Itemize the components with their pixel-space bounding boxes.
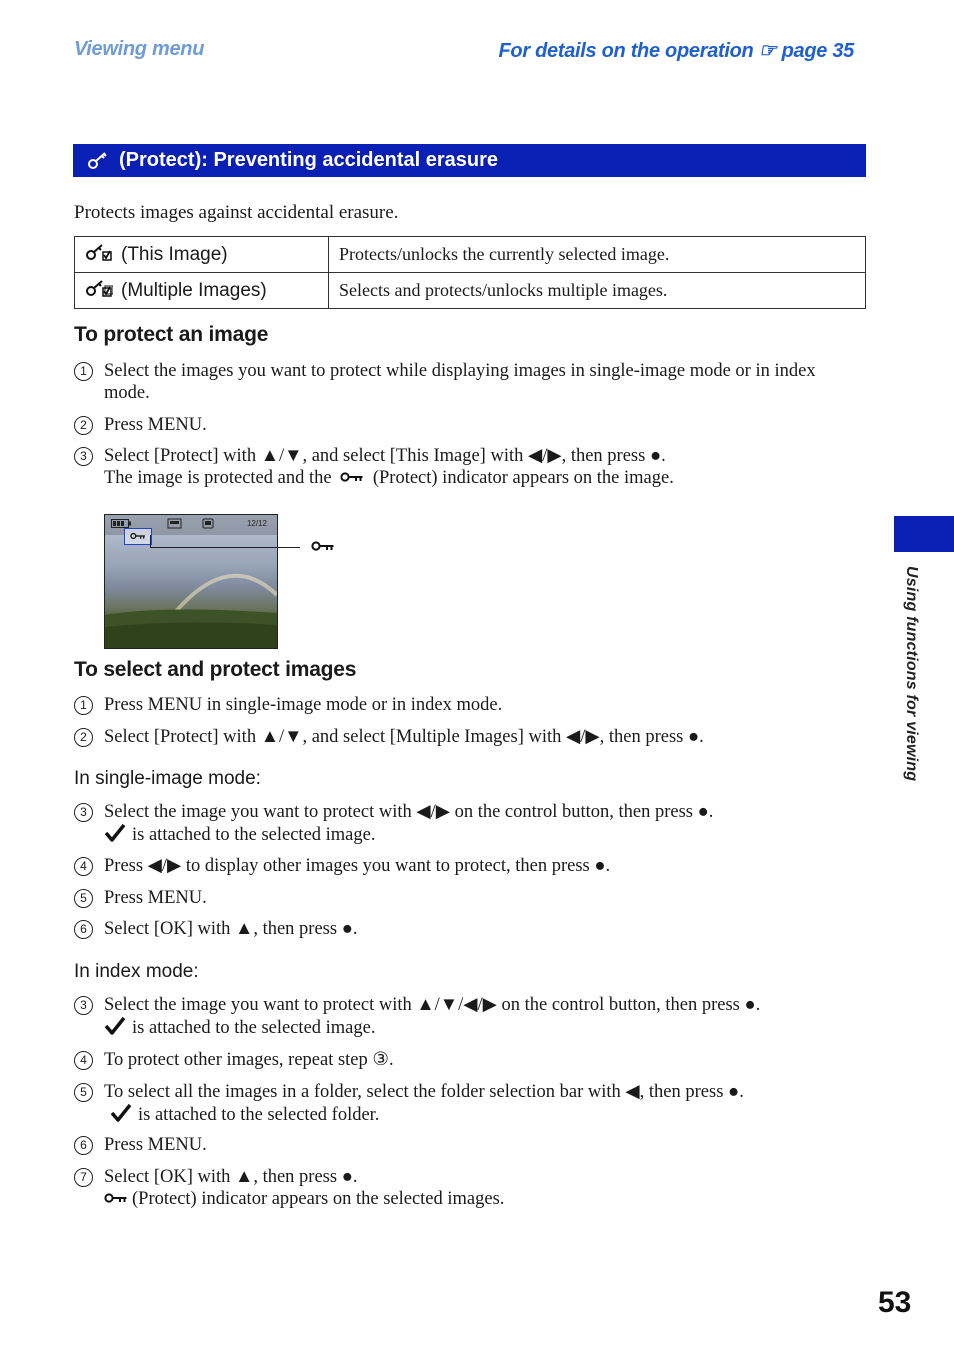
chapter-side-label: Using functions for viewing (903, 566, 920, 782)
list-item (74, 855, 874, 877)
list-item (74, 801, 874, 846)
image-counter: 12/12 (246, 519, 267, 528)
step-text: Select [Protect] with ▲/▼, and select [This Image] with ◀/▶, then press ●. (104, 446, 666, 466)
list-item (74, 994, 874, 1039)
subheading-index-mode: In index mode: (74, 961, 199, 982)
step-text: Select the image you want to protect with ▲/▼/◀/▶ on the control button, then press ●. (104, 995, 761, 1015)
list-item (74, 694, 874, 716)
option-label: (Multiple Images) (121, 279, 267, 301)
step-text: Press ◀/▶ to display other images you want to protect, then press ●. (104, 856, 611, 876)
step-continuation-text: is attached to the selected image. (132, 1018, 376, 1038)
checkmark-icon (110, 1103, 132, 1123)
step-text: Select [OK] with ▲, then press ●. (104, 919, 358, 939)
section-heading-select-protect: To select and protect images (74, 658, 357, 681)
step-number: 3 (74, 996, 93, 1015)
step-continuation (110, 1103, 874, 1126)
example-screen-image (104, 514, 278, 649)
step-continuation-text: is attached to the selected image. (132, 825, 376, 845)
step-number: 4 (74, 857, 93, 876)
chapter-side-tab (894, 516, 954, 552)
header-section-title: Viewing menu (74, 38, 205, 60)
step-continuation (104, 1016, 874, 1039)
step-continuation (104, 823, 874, 846)
table-row (75, 237, 866, 273)
option-description: Protects/unlocks the currently selected image. (329, 237, 866, 273)
step-continuation-text: is attached to the selected folder. (138, 1105, 380, 1125)
rainbow-landscape-graphic (105, 515, 277, 648)
step-number: 6 (74, 1136, 93, 1155)
key-icon (104, 1192, 128, 1204)
step-continuation (104, 1188, 874, 1210)
list-item (74, 1134, 874, 1156)
list-item (74, 887, 874, 909)
step-text: Select the images you want to protect while displaying images in single-image mode or in index (104, 361, 816, 381)
page-number: 53 (878, 1286, 912, 1319)
step-text: Press MENU. (104, 1135, 207, 1155)
step-text: Press MENU. (104, 888, 207, 908)
step-continuation-after: (Protect) indicator appears on the image. (372, 468, 674, 488)
step-number: 3 (74, 803, 93, 822)
header-page-reference[interactable]: For details on the operation ☞ page 35 (498, 40, 854, 62)
option-description: Selects and protects/unlocks multiple images. (329, 273, 866, 309)
list-item (74, 1081, 874, 1126)
section-banner (73, 144, 866, 177)
list-item (74, 918, 874, 940)
list-item (74, 1166, 874, 1210)
protect-key-icon (87, 151, 109, 171)
step-text: Press MENU. (104, 415, 207, 435)
step-number: 6 (74, 920, 93, 939)
callout-leader-line (150, 547, 300, 548)
checkmark-icon (104, 823, 126, 843)
option-label-cell (75, 273, 329, 309)
section-heading-protect-image: To protect an image (74, 323, 269, 346)
step-number: 7 (74, 1168, 93, 1187)
callout-leader-line (150, 535, 151, 547)
key-icon (340, 471, 364, 483)
step-number: 4 (74, 1051, 93, 1070)
step-text: To select all the images in a folder, select the folder selection bar with ◀, then press ●. (104, 1082, 744, 1102)
table-row (75, 273, 866, 309)
list-item (74, 360, 874, 404)
subheading-single-image-mode: In single-image mode: (74, 768, 261, 789)
step-number: 5 (74, 1083, 93, 1102)
step-number: 1 (74, 362, 93, 381)
option-label-cell (75, 237, 329, 273)
options-table (74, 236, 866, 309)
step-number: 2 (74, 728, 93, 747)
step-continuation-text: (Protect) indicator appears on the selected images. (132, 1189, 505, 1209)
step-continuation (104, 467, 874, 489)
step-continuation: mode. (104, 383, 150, 403)
step-number: 3 (74, 447, 93, 466)
intro-text: Protects images against accidental erasure. (74, 202, 399, 223)
step-text: Select the image you want to protect with ◀/▶ on the control button, then press ●. (104, 802, 714, 822)
option-label: (This Image) (121, 243, 228, 265)
step-text: To protect other images, repeat step ③. (104, 1050, 394, 1070)
step-text: Select [OK] with ▲, then press ●. (104, 1167, 358, 1187)
step-number: 5 (74, 889, 93, 908)
step-continuation-before: The image is protected and the (104, 468, 332, 488)
list-item (74, 726, 874, 748)
list-item (74, 1049, 874, 1071)
step-number: 1 (74, 696, 93, 715)
step-number: 2 (74, 416, 93, 435)
protect-multiple-images-icon (85, 278, 113, 304)
list-item (74, 414, 874, 436)
banner-title: (Protect): Preventing accidental erasure (119, 149, 499, 171)
checkmark-icon (104, 1016, 126, 1036)
key-icon (311, 540, 335, 552)
step-text: Press MENU in single-image mode or in index mode. (104, 695, 503, 715)
protect-this-image-icon (85, 242, 113, 268)
list-item (74, 445, 874, 489)
step-text: Select [Protect] with ▲/▼, and select [Multiple Images] with ◀/▶, then press ●. (104, 727, 704, 747)
